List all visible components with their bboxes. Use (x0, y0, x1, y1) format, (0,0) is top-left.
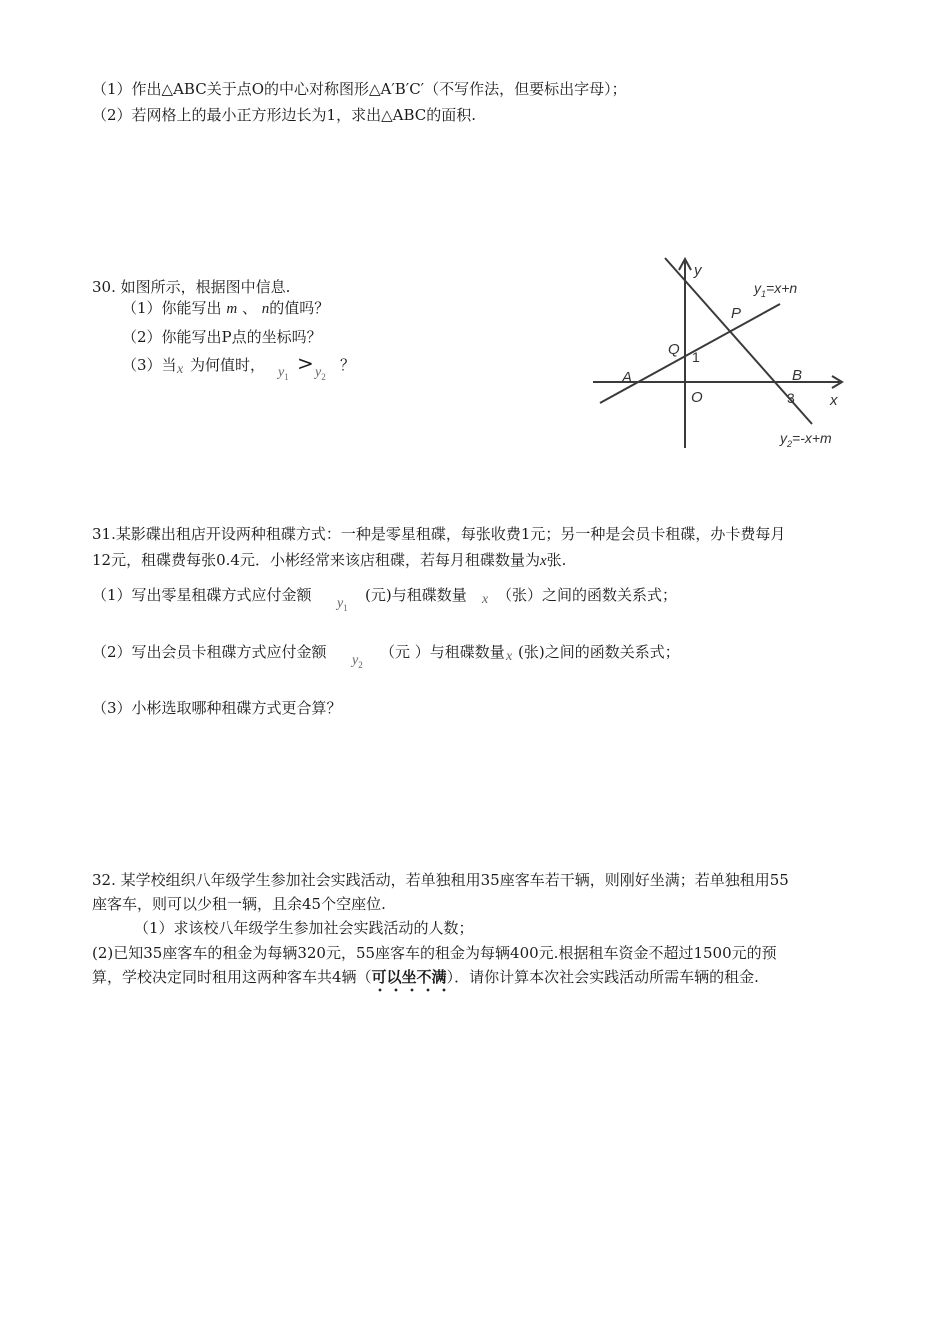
q31-part1-var-x: x (482, 592, 489, 607)
q32-part2-line1: (2)已知35座客车的租金为每辆320元，55座客车的租金为每辆400元.根据租车资金不超过1500元的预 (92, 944, 777, 962)
point-label-a: A (622, 369, 633, 386)
tick-label-3: 3 (787, 390, 795, 406)
q31-part1-var-y1: $y_1$ (337, 596, 348, 613)
q32-part2-line2: 算，学校决定同时租用这两种客车共4辆（可以坐不满 ）．请你计算本次社会实践活动所需车辆的租金. (92, 966, 759, 988)
axis-label-y: y (694, 262, 702, 279)
q30-part1-text-a: （1）你能写出 (122, 299, 222, 317)
point-label-b: B (792, 367, 803, 384)
q30-part1-sep: 、 (241, 299, 257, 317)
q29-part1: （1）作出△ABC关于点O的中心对称图形△A′B′C′（不写作法，但要标出字母）； (92, 80, 627, 98)
q31-part2-c: (张)之间的函数关系式； (518, 643, 680, 661)
q32-part1: （1）求该校八年级学生参加社会实践活动的人数； (134, 919, 474, 937)
q30-part3-gt: > (297, 351, 314, 375)
q32-stem-line1: 32. 某学校组织八年级学生参加社会实践活动，若单独租用35座客车若干辆，则刚好坐满；若单独租用55 (92, 871, 789, 889)
q31-stem-line1: 31.某影碟出租店开设两种租碟方式：一种是零星租碟，每张收费1元；另一种是会员卡租碟，办卡费每月 (92, 525, 786, 543)
q31-part2-a: （2）写出会员卡租碟方式应付金额 (92, 643, 327, 661)
q31-part1-a: （1）写出零星租碟方式应付金额 (92, 586, 312, 604)
var-n: n (261, 301, 270, 317)
tick-label-1: 1 (692, 349, 700, 365)
q30-part3-b: 为何值时， (190, 356, 266, 374)
q31-part2-b: （元 ）与租碟数量 (380, 643, 505, 661)
q30-part2: （2）你能写出P点的坐标吗？ (122, 328, 322, 346)
var-m: m (226, 301, 238, 317)
point-label-q: Q (668, 341, 680, 358)
q31-part1-c: （张）之间的函数关系式； (497, 586, 678, 604)
q30-part3-a: （3）当 (122, 356, 177, 374)
q30-part3-var-y2: $y_2$ (315, 365, 326, 382)
q30-part3-q: ？ (340, 356, 356, 374)
q30-part1-text-b: 的值吗？ (269, 299, 330, 317)
q29-part2: （2）若网格上的最小正方形边长为1，求出△ABC的面积. (92, 106, 477, 124)
q30-part3-var-y1: $y_1$ (278, 365, 289, 382)
axis-label-x: x (830, 392, 838, 409)
q31-part1-b: (元)与租碟数量 (365, 586, 467, 604)
line-label-y2: $y_2=-x+m$ (780, 430, 832, 449)
q31-part2-var-y2: $y_2$ (352, 653, 363, 670)
q32-stem-line2: 座客车，则可以少租一辆，且余45个空座位. (92, 895, 386, 913)
emphasis-dots (372, 988, 447, 992)
emphasized-phrase: 可以坐不满 (372, 968, 447, 986)
q31-part3: （3）小彬选取哪种租碟方式更合算？ (92, 699, 342, 717)
q30-stem: 30. 如图所示，根据图中信息. (92, 278, 291, 296)
line-y1 (600, 304, 780, 403)
q31-stem-line2: 12元，租碟费每张0.4元．小彬经常来该店租碟，若每月租碟数量为x张. (92, 551, 567, 569)
q30-part3-var-x: x (177, 362, 184, 377)
line-label-y1: $y_1=x+n$ (754, 280, 798, 299)
function-graph-figure (588, 252, 858, 458)
var-x: x (539, 553, 547, 569)
q31-part2-var-x: x (506, 649, 513, 664)
origin-label: O (691, 389, 703, 406)
point-label-p: P (731, 305, 742, 322)
q30-part1 (122, 297, 329, 320)
